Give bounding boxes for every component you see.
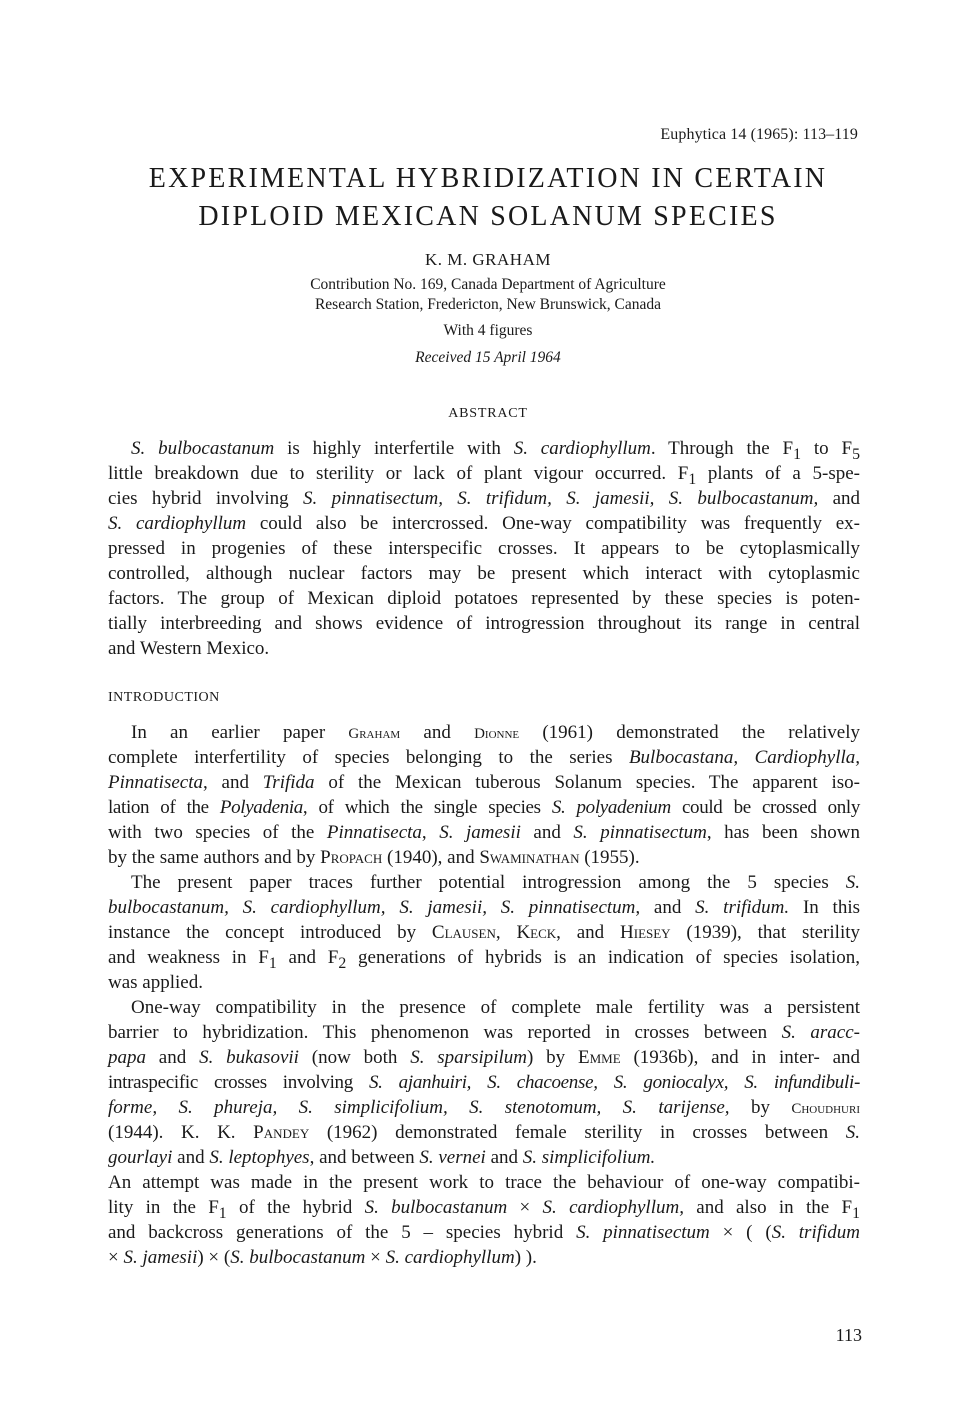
abstract-line-4: S. cardiophyllum could also be intercrossed. One-way compatibility was frequently ex- (108, 513, 861, 534)
author-name: K. M. GRAHAM (425, 250, 551, 269)
intro-p1-line-2: complete interfertility of species belonging to the series Bulbocastana, Cardiophylla, (108, 747, 861, 768)
affiliation-line-2: Research Station, Fredericton, New Brunswick, Canada (314, 296, 662, 313)
intro-p1-line-4: lation of the Polyadenia, of which the single species S. polyadenium could be crossed only (108, 797, 860, 818)
intro-p3-line-5: forme, S. phureja, S. simplicifolium, S. stenotomum, S. tarijense, by Choudhuri (108, 1097, 860, 1118)
abstract-line-7: factors. The group of Mexican diploid potatoes represented by these species is poten- (108, 588, 860, 609)
intro-p4-line-2: lity in the $F_1$ of the hybrid S. bulbocastanum × S. cardiophyllum, and also in the $F_1$ (108, 1197, 860, 1222)
figures-note: With 4 figures (443, 322, 533, 339)
intro-p3-line-6: (1944). K. K. Pandey (1962) demonstrated female sterility in crosses between S. (108, 1122, 860, 1143)
intro-p2-line-2: bulbocastanum, S. cardiophyllum, S. jamesii, S. pinnatisectum, and S. trifidum. In this (108, 897, 860, 918)
abstract-line-2: little breakdown due to sterility or lack of plant vigour occurred. $F_1$ plants of a 5-spe- (108, 463, 860, 488)
intro-p4-line-4: × S. jamesii) × (S. bulbocastanum × S. cardiophyllum) ). (108, 1247, 537, 1268)
title-line-2: DIPLOID MEXICAN SOLANUM SPECIES (198, 201, 778, 232)
intro-p2-line-3: instance the concept introduced by Clausen, Keck, and Hiesey (1939), that sterility (108, 922, 860, 943)
intro-p3-line-2: barrier to hybridization. This phenomenon was reported in crosses between S. aracc- (108, 1022, 860, 1043)
introduction-heading: INTRODUCTION (108, 690, 220, 705)
abstract-line-9: and Western Mexico. (108, 638, 270, 659)
abstract-line-8: tially interbreeding and shows evidence of introgression throughout its range in central (108, 613, 860, 634)
paper-title (0, 160, 976, 236)
abstract-line-6: controlled, although nuclear factors may be present which interact with cytoplasmic (108, 563, 860, 584)
intro-p4-line-1: An attempt was made in the present work to trace the behaviour of one-way compatibi- (108, 1172, 860, 1193)
abstract-heading: ABSTRACT (448, 406, 528, 421)
intro-p3-line-1: One-way compatibility in the presence of complete male fertility was a persistent (131, 997, 860, 1018)
intro-p3-line-3: papa and S. bukasovii (now both S. sparsipilum) by Emme (1936b), and in inter- and (108, 1047, 861, 1068)
abstract-line-1: S. bulbocastanum is highly interfertile with S. cardiophyllum. Through the $F_1$ to $F_5$ (131, 438, 860, 463)
intro-p3-line-7: gourlayi and S. leptophyes, and between S. vernei and S. simplicifolium. (108, 1147, 656, 1168)
intro-p1-line-3: Pinnatisecta, and Trifida of the Mexican tuberous Solanum species. The apparent iso- (108, 772, 860, 793)
intro-p1-line-1: In an earlier paper Graham and Dionne (1961) demonstrated the relatively (131, 722, 861, 743)
received-date: Received 15 April 1964 (415, 349, 561, 366)
abstract-line-5: pressed in progenies of these interspecific crosses. It appears to be cytoplasmically (108, 538, 860, 559)
affiliation-line-1: Contribution No. 169, Canada Department of Agriculture (310, 276, 666, 293)
page-number: 113 (835, 1325, 862, 1345)
abstract-line-3: cies hybrid involving S. pinnatisectum, S. trifidum, S. jamesii, S. bulbocastanum, and (108, 488, 861, 509)
affiliation (0, 275, 976, 315)
intro-p2-line-4: and weakness in $F_1$ and $F_2$ generations of hybrids is an indication of species isolation, (108, 947, 860, 972)
intro-p1-line-6: by the same authors and by Propach (1940), and Swaminathan (1955). (108, 847, 640, 868)
intro-p2-line-5: was applied. (108, 972, 203, 993)
intro-p1-line-5: with two species of the Pinnatisecta, S. jamesii and S. pinnatisectum, has been shown (108, 822, 861, 843)
journal-reference: Euphytica 14 (1965): 113–119 (660, 126, 858, 143)
intro-p2-line-1: The present paper traces further potential introgression among the 5 species S. (131, 872, 860, 893)
intro-p3-line-4: intraspecific crosses involving S. ajanhuiri, S. chacoense, S. goniocalyx, S. infundibuli- (108, 1072, 860, 1093)
title-line-1: EXPERIMENTAL HYBRIDIZATION IN CERTAIN (148, 163, 828, 194)
intro-p4-line-3: and backcross generations of the 5 – species hybrid S. pinnatisectum × ( (S. trifidum (108, 1222, 861, 1243)
